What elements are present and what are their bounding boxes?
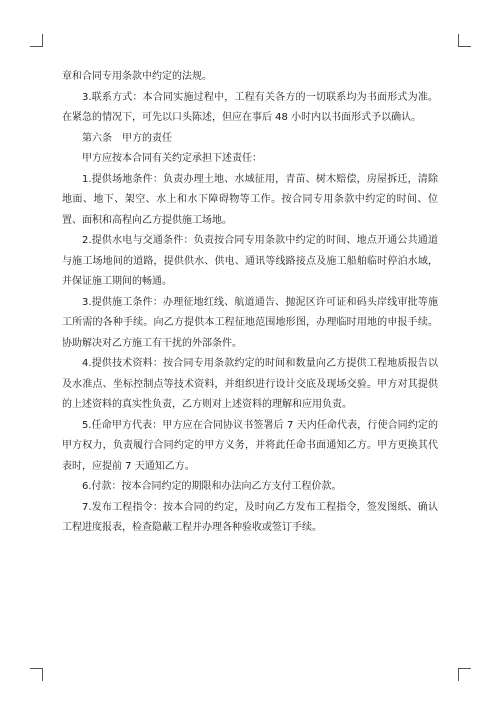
crop-mark-bottom-left — [30, 668, 43, 681]
paragraph-site-conditions: 1.提供场地条件：负责办理土地、水域征用，青苗、树木赔偿，房屋拆迁，清除地面、地下、架空、水上和水下障碍物等工作。按合同专用条款中约定的时间、位置、面积和高程向乙方提供施工场地。 — [62, 173, 438, 226]
crop-mark-top-left — [30, 34, 43, 47]
paragraph-engineering-instructions: 7.发布工程指令：按本合同的约定，及时向乙方发布工程指令，签发图纸、确认工程进度报表，检查隐蔽工程并办理各种验收或签订手续。 — [62, 501, 438, 533]
crop-mark-bottom-right — [458, 668, 471, 681]
paragraph-construction-conditions: 3.提供施工条件：办理征地红线、航道通告、抛泥区许可证和码头岸线审批等施工所需的各种手续。向乙方提供本工程征地范围地形图，办理临时用地的申报手续。协助解决对乙方施工有干扰的外部条件。 — [62, 296, 438, 349]
paragraph-utilities-transport: 2.提供水电与交通条件：负责按合同专用条款中约定的时间、地点开通公共通道与施工场地间的道路，提供供水、供电、通讯等线路接点及施工船舶临时停泊水域，并保证施工期间的畅通。 — [62, 235, 438, 287]
paragraph-appoint-representative: 5.任命甲方代表：甲方应在合同协议书签署后 7 天内任命代表，行使合同约定的甲方权力，负责履行合同约定的甲方义务，并将此任命书面通知乙方。甲方更换其代表时，应提前 7 天通知乙方。 — [62, 419, 438, 472]
section-heading-article-six: 第六条 甲方的责任 — [82, 132, 172, 144]
paragraph-payment: 6.付款：按本合同约定的期限和办法向乙方支付工程价款。 — [82, 481, 342, 492]
crop-mark-top-right — [458, 34, 471, 47]
paragraph-technical-data: 4.提供技术资料：按合同专用条款约定的时间和数量向乙方提供工程地质报告以及水准点、坐标控制点等技术资料，并组织进行设计交底及现场交验。甲方对其提供的上述资料的真实性负责，乙方则对上述资料的理解和应用负责。 — [62, 358, 438, 410]
document-body — [62, 67, 438, 539]
paragraph-contact-method: 3.联系方式：本合同实施过程中，工程有关各方的一切联系均为书面形式为准。在紧急的情况下，可先以口头陈述，但应在事后 48 小时内以书面形式予以确认。 — [62, 91, 438, 123]
paragraph-continuation: 章和合同专用条款中约定的法规。 — [62, 71, 212, 82]
paragraph-responsibility-intro: 甲方应按本合同有关约定承担下述责任： — [82, 153, 262, 164]
